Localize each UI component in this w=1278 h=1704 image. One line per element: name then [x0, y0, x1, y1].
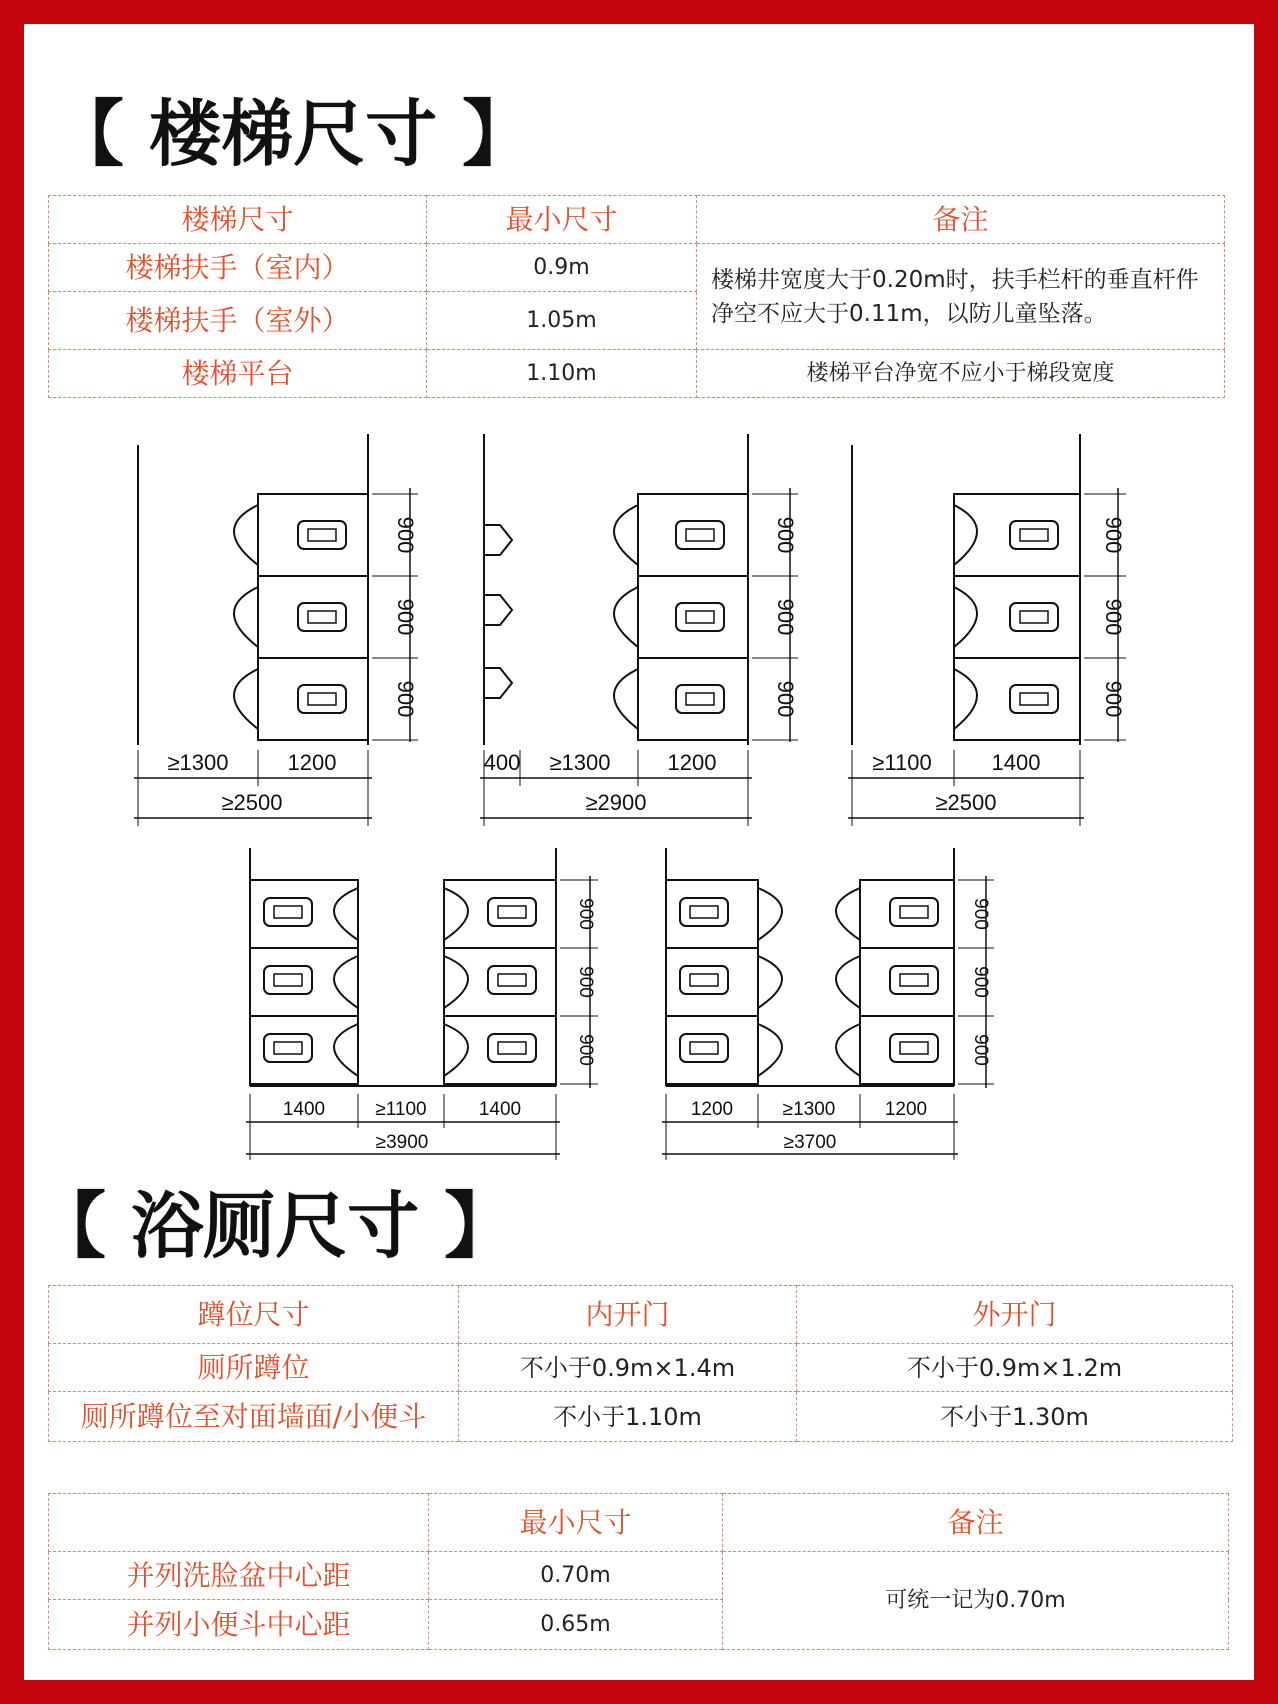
dim-label: 1200	[690, 1099, 734, 1120]
dim-label: 1400	[282, 1099, 326, 1120]
toilets-row-outer: 不小于0.9m×1.2m	[797, 1344, 1233, 1392]
toilets-row-label: 厕所蹲位至对面墙面/小便斗	[49, 1392, 459, 1442]
dim-900: 900	[575, 898, 596, 930]
dim-label: 1200	[667, 750, 717, 775]
dim-900: 900	[1101, 680, 1126, 718]
stairs-merged-note: 楼梯井宽度大于0.20m时，扶手栏杆的垂直杆件净空不应大于0.11m，以防儿童坠落。	[697, 244, 1225, 350]
stairs-row-label: 楼梯扶手（室内）	[49, 244, 427, 292]
toilets-row-label: 厕所蹲位	[49, 1344, 459, 1392]
toilets-row-inner: 不小于0.9m×1.4m	[459, 1344, 797, 1392]
dim-900: 900	[970, 898, 991, 930]
stairs-row-value: 0.9m	[427, 244, 697, 292]
stairs-row-note: 楼梯平台净宽不应小于梯段宽度	[697, 350, 1225, 398]
dim-900: 900	[970, 966, 991, 998]
spacing-row-value: 0.70m	[429, 1552, 723, 1600]
toilets-header: 外开门	[797, 1286, 1233, 1344]
dim-label: ≥3900	[375, 1132, 429, 1153]
stairs-header-size: 楼梯尺寸	[49, 196, 427, 244]
dim-900: 900	[773, 680, 798, 718]
dim-900: 900	[1101, 516, 1126, 554]
stairs-row-value: 1.10m	[427, 350, 697, 398]
dim-label: ≥2900	[585, 790, 647, 815]
dim-label: ≥2500	[221, 790, 283, 815]
spacing-row-label: 并列洗脸盆中心距	[49, 1552, 429, 1600]
dim-900: 900	[575, 966, 596, 998]
stairs-row-value: 1.05m	[427, 292, 697, 350]
dim-900: 900	[970, 1034, 991, 1066]
dim-label: 400	[483, 750, 521, 775]
toilets-header: 内开门	[459, 1286, 797, 1344]
toilets-table	[48, 1285, 1233, 1442]
dim-900: 900	[575, 1034, 596, 1066]
toilets-row-inner: 不小于1.10m	[459, 1392, 797, 1442]
stairs-header-note: 备注	[697, 196, 1225, 244]
dim-900: 900	[1101, 598, 1126, 636]
stairs-table	[48, 195, 1225, 398]
dim-label: ≥1100	[872, 750, 932, 775]
stairs-row-label: 楼梯平台	[49, 350, 427, 398]
stairs-row-label: 楼梯扶手（室外）	[49, 292, 427, 350]
stairs-heading: 【 楼梯尺寸 】	[52, 91, 535, 176]
spacing-header-note: 备注	[723, 1494, 1229, 1552]
dim-label: ≥1300	[167, 750, 229, 775]
spacing-table	[48, 1493, 1229, 1650]
spacing-header-empty	[49, 1494, 429, 1552]
dim-label: ≥1300	[549, 750, 611, 775]
toilets-header: 蹲位尺寸	[49, 1286, 459, 1344]
spacing-note: 可统一记为0.70m	[723, 1552, 1229, 1650]
dim-label: 1400	[991, 750, 1041, 775]
toilets-heading: 【 浴厕尺寸 】	[34, 1183, 517, 1268]
spacing-row-label: 并列小便斗中心距	[49, 1600, 429, 1650]
dim-900: 900	[773, 598, 798, 636]
dim-900: 900	[773, 516, 798, 554]
dim-label: 1200	[287, 750, 337, 775]
dim-label: ≥3700	[783, 1132, 837, 1153]
dim-900: 900	[393, 516, 418, 554]
toilets-row-outer: 不小于1.30m	[797, 1392, 1233, 1442]
dim-900: 900	[393, 680, 418, 718]
spacing-row-value: 0.65m	[429, 1600, 723, 1650]
dim-label: ≥1300	[782, 1099, 836, 1120]
dim-label: 1200	[884, 1099, 928, 1120]
dim-label: ≥2500	[935, 790, 997, 815]
dim-label: 1400	[478, 1099, 522, 1120]
spacing-header-min: 最小尺寸	[429, 1494, 723, 1552]
stairs-header-min: 最小尺寸	[427, 196, 697, 244]
dim-label: ≥1100	[375, 1099, 427, 1120]
dim-900: 900	[393, 598, 418, 636]
